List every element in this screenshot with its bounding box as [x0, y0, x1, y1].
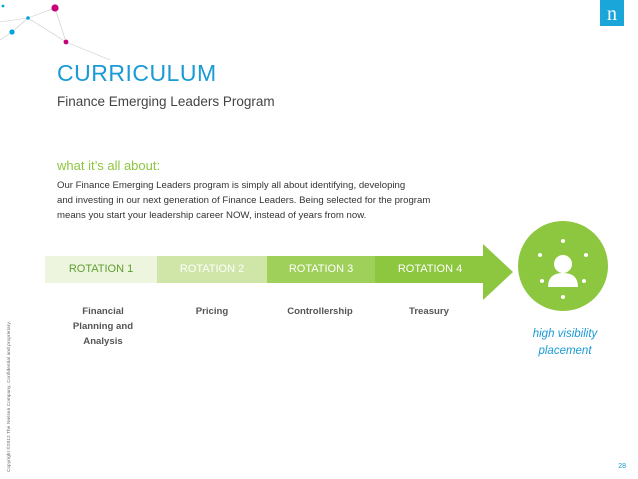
- placement-line: high visibility: [532, 328, 598, 340]
- rotation-3-department: Controllership: [287, 306, 353, 317]
- high-visibility-placement-label: [500, 326, 630, 360]
- rotation-4-segment: ROTATION 4: [375, 256, 485, 283]
- department-line: Financial: [82, 306, 124, 317]
- page-title: CURRICULUM: [57, 60, 217, 86]
- placement-line: placement: [538, 345, 592, 357]
- rotation-2-segment: ROTATION 2: [157, 256, 267, 283]
- person-spotlight-graphic: [518, 221, 608, 311]
- copyright-notice: Copyright ©2012 The Nielsen Company. Confidential and proprietary.: [6, 320, 11, 472]
- arrow-head-icon: [483, 244, 513, 300]
- intro-line: and investing in our next generation of Finance Leaders. Being selected for the program: [57, 195, 431, 206]
- nielsen-logo: n: [600, 0, 624, 26]
- department-line: Analysis: [83, 336, 123, 347]
- intro-line: means you start your leadership career NOW, instead of years from now.: [57, 210, 367, 221]
- person-spotlight-icon: [518, 221, 608, 311]
- page-number: 28: [618, 463, 626, 470]
- department-line: Planning and: [72, 321, 134, 332]
- intro-line: Our Finance Emerging Leaders program is simply all about identifying, developing: [57, 180, 406, 191]
- page-subtitle: Finance Emerging Leaders Program: [57, 94, 275, 109]
- rotation-1-segment: ROTATION 1: [45, 256, 157, 283]
- section-heading: what it’s all about:: [57, 158, 161, 173]
- rotation-2-department: Pricing: [195, 306, 229, 317]
- rotation-4-department: Treasury: [408, 306, 449, 317]
- rotation-3-segment: ROTATION 3: [267, 256, 375, 283]
- intro-paragraph: [57, 178, 507, 223]
- rotation-1-department: [48, 304, 158, 349]
